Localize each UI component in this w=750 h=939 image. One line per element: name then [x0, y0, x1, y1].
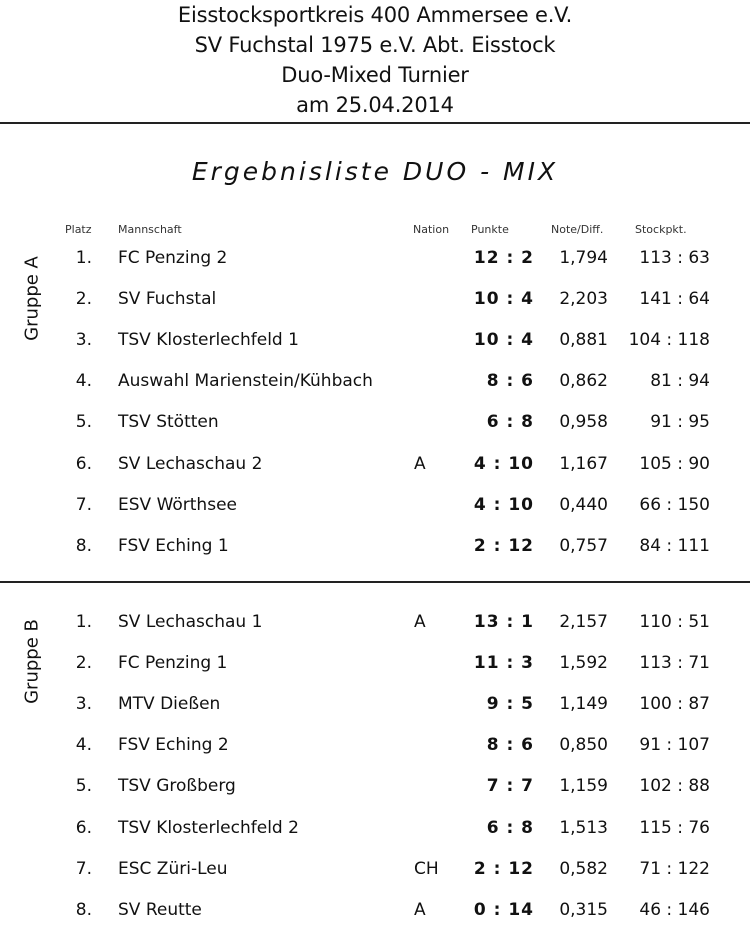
nation-cell: A — [414, 899, 426, 920]
stock-points-cell: 71 : 122 — [639, 858, 710, 879]
table-row — [0, 328, 750, 369]
points-cell: 10 : 4 — [473, 289, 534, 310]
table-row — [0, 651, 750, 692]
rank-cell: 1. — [75, 612, 92, 632]
note-diff-cell: 0,862 — [559, 371, 608, 392]
table-row — [0, 410, 750, 451]
stock-points-cell: 84 : 111 — [639, 535, 710, 556]
table-row — [0, 452, 750, 493]
stock-points-cell: 113 : 63 — [639, 248, 710, 268]
note-diff-cell: 0,881 — [559, 330, 608, 351]
team-cell: FC Penzing 1 — [118, 653, 228, 674]
table-row — [0, 610, 750, 651]
header-line-3: Duo-Mixed Turnier — [281, 63, 469, 87]
table-row — [0, 287, 750, 328]
nation-cell: CH — [414, 858, 439, 879]
points-cell: 8 : 6 — [486, 371, 534, 392]
team-cell: SV Reutte — [118, 899, 202, 920]
rank-cell: 7. — [75, 494, 92, 515]
table-row — [0, 246, 750, 287]
col-header-stock: Stockpkt. — [635, 223, 687, 236]
rank-cell: 2. — [75, 653, 92, 674]
stock-points-cell: 91 : 95 — [650, 412, 710, 433]
points-cell: 7 : 7 — [486, 776, 534, 797]
nation-cell: A — [414, 612, 426, 632]
stock-points-cell: 115 : 76 — [639, 817, 710, 838]
points-cell: 12 : 2 — [473, 248, 534, 268]
stock-points-cell: 105 : 90 — [639, 453, 710, 474]
col-header-note: Note/Diff. — [551, 223, 604, 236]
note-diff-cell: 1,794 — [559, 248, 608, 268]
nation-cell: A — [414, 453, 426, 474]
group-divider — [0, 581, 750, 583]
team-cell: Auswahl Marienstein/Kühbach — [118, 371, 373, 392]
table-row — [0, 733, 750, 774]
rank-cell: 5. — [75, 412, 92, 433]
note-diff-cell: 1,592 — [559, 653, 608, 674]
rank-cell: 8. — [75, 535, 92, 556]
rank-cell: 5. — [75, 776, 92, 797]
note-diff-cell: 1,149 — [559, 694, 608, 715]
points-cell: 8 : 6 — [486, 735, 534, 756]
note-diff-cell: 1,159 — [559, 776, 608, 797]
team-cell: SV Lechaschau 1 — [118, 612, 263, 632]
rank-cell: 4. — [75, 735, 92, 756]
header-line-2: SV Fuchstal 1975 e.V. Abt. Eisstock — [194, 33, 556, 57]
group-b-label: Gruppe B — [21, 619, 43, 704]
rank-cell: 3. — [75, 694, 92, 715]
table-row — [0, 692, 750, 733]
col-header-nation: Nation — [413, 223, 450, 236]
note-diff-cell: 0,757 — [559, 535, 608, 556]
note-diff-cell: 1,167 — [559, 453, 608, 474]
points-cell: 6 : 8 — [486, 817, 534, 838]
rank-cell: 2. — [75, 289, 92, 310]
points-cell: 4 : 10 — [473, 453, 534, 474]
table-row — [0, 493, 750, 534]
team-cell: ESC Züri-Leu — [118, 858, 228, 879]
col-header-points: Punkte — [471, 223, 509, 236]
note-diff-cell: 0,440 — [559, 494, 608, 515]
stock-points-cell: 91 : 107 — [639, 735, 710, 756]
points-cell: 13 : 1 — [473, 612, 534, 632]
points-cell: 6 : 8 — [486, 412, 534, 433]
points-cell: 11 : 3 — [473, 653, 534, 674]
header-line-1: Eisstocksportkreis 400 Ammersee e.V. — [177, 3, 573, 27]
points-cell: 0 : 14 — [473, 899, 534, 920]
team-cell: SV Fuchstal — [118, 289, 217, 310]
col-header-rank: Platz — [65, 223, 92, 236]
team-cell: FC Penzing 2 — [118, 248, 228, 268]
team-cell: SV Lechaschau 2 — [118, 453, 263, 474]
table-row — [0, 534, 750, 575]
rank-cell: 8. — [75, 899, 92, 920]
points-cell: 10 : 4 — [473, 330, 534, 351]
table-row — [0, 369, 750, 410]
rank-cell: 6. — [75, 453, 92, 474]
stock-points-cell: 113 : 71 — [639, 653, 710, 674]
points-cell: 2 : 12 — [473, 858, 534, 879]
stock-points-cell: 66 : 150 — [639, 494, 710, 515]
rank-cell: 1. — [75, 248, 92, 268]
team-cell: TSV Stötten — [118, 412, 219, 433]
team-cell: MTV Dießen — [118, 694, 221, 715]
table-row — [0, 857, 750, 898]
rank-cell: 4. — [75, 371, 92, 392]
stock-points-cell: 104 : 118 — [628, 330, 710, 351]
col-header-team: Mannschaft — [118, 223, 182, 236]
note-diff-cell: 2,157 — [559, 612, 608, 632]
page-title: Ergebnisliste DUO - MIX — [191, 157, 559, 186]
note-diff-cell: 2,203 — [559, 289, 608, 310]
table-row — [0, 774, 750, 815]
team-cell: ESV Wörthsee — [118, 494, 237, 515]
group-a-label: Gruppe A — [21, 256, 43, 341]
header-line-4: am 25.04.2014 — [296, 93, 454, 117]
note-diff-cell: 0,958 — [559, 412, 608, 433]
points-cell: 9 : 5 — [486, 694, 534, 715]
note-diff-cell: 1,513 — [559, 817, 608, 838]
rank-cell: 7. — [75, 858, 92, 879]
team-cell: TSV Klosterlechfeld 2 — [118, 817, 299, 838]
points-cell: 4 : 10 — [473, 494, 534, 515]
rank-cell: 6. — [75, 817, 92, 838]
header-divider — [0, 122, 750, 124]
team-cell: TSV Klosterlechfeld 1 — [118, 330, 299, 351]
stock-points-cell: 110 : 51 — [639, 612, 710, 632]
document-header — [0, 0, 750, 120]
table-row — [0, 816, 750, 857]
team-cell: TSV Großberg — [118, 776, 236, 797]
stock-points-cell: 141 : 64 — [639, 289, 710, 310]
team-cell: FSV Eching 2 — [118, 735, 229, 756]
team-cell: FSV Eching 1 — [118, 535, 229, 556]
stock-points-cell: 81 : 94 — [650, 371, 710, 392]
note-diff-cell: 0,315 — [559, 899, 608, 920]
points-cell: 2 : 12 — [473, 535, 534, 556]
note-diff-cell: 0,582 — [559, 858, 608, 879]
stock-points-cell: 100 : 87 — [639, 694, 710, 715]
stock-points-cell: 102 : 88 — [639, 776, 710, 797]
stock-points-cell: 46 : 146 — [639, 899, 710, 920]
rank-cell: 3. — [75, 330, 92, 351]
note-diff-cell: 0,850 — [559, 735, 608, 756]
table-row — [0, 898, 750, 939]
